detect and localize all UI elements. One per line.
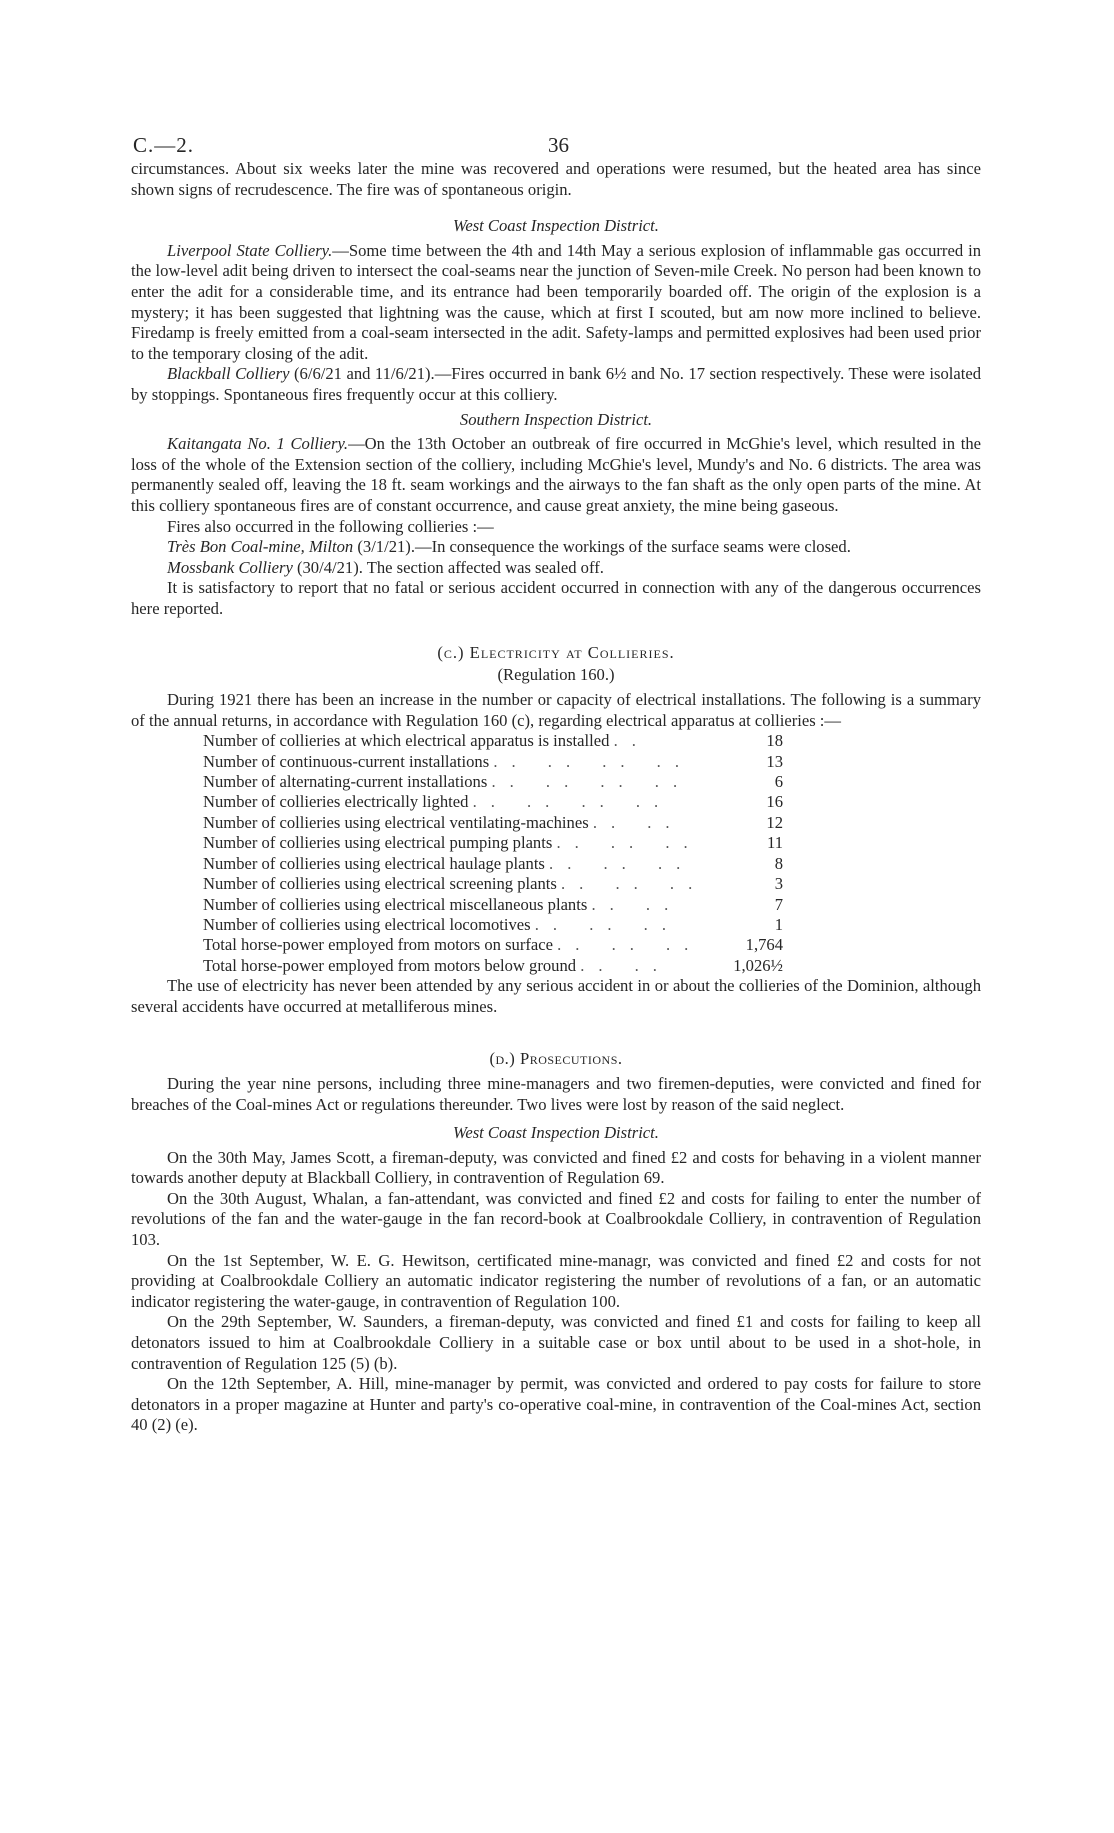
satisfactory-paragraph: It is satisfactory to report that no fatal or serious accident occurred in connection with any of the dangerous occurrences here reported. — [131, 578, 981, 618]
stats-row — [203, 731, 783, 751]
case-paragraph: On the 30th August, Whalan, a fan-attendant, was convicted and fined £2 and costs for failing to enter the number of revolutions of the fan and the water-gauge in the fan record-book at Coalbrookdale Colliery, in contravention of Regulation 103. — [131, 1188, 981, 1250]
stats-label — [203, 956, 723, 976]
stats-label — [203, 731, 723, 751]
mossbank-title: Mossbank Colliery — [167, 557, 293, 577]
stats-value: 3 — [774, 874, 783, 894]
stats-leader-dots: .. .. .. — [561, 874, 707, 894]
stats-value: 1 — [774, 914, 783, 934]
stats-leader-dots: .. .. .. .. — [493, 751, 693, 771]
stats-value: 7 — [774, 894, 783, 914]
stats-label — [203, 752, 723, 772]
stats-label-text: Total horse-power employed from motors on surface — [203, 935, 553, 955]
electricity-heading: (c.) Electricity at Collieries. — [437, 643, 675, 663]
tres-bon-text: —In consequence the workings of the surface seams were closed. — [414, 537, 851, 557]
stats-leader-dots: .. .. — [580, 955, 671, 975]
stats-label-text: Number of collieries at which electrical apparatus is installed — [203, 731, 610, 751]
stats-value: 8 — [774, 853, 783, 873]
stats-label-text: Number of collieries using electrical locomotives — [203, 914, 531, 934]
prosecutions-district-heading: West Coast Inspection District. — [453, 1123, 659, 1143]
case-paragraph: On the 30th May, James Scott, a fireman-deputy, was convicted and fined £2 and costs for behaving in a violent manner towards another deputy at Blackball Colliery, in contravention of Regulation 69. — [131, 1147, 981, 1188]
kaitangata-paragraph — [131, 434, 981, 516]
stats-row — [203, 874, 783, 894]
stats-label-text: Number of collieries electrically lighted — [203, 792, 469, 812]
stats-leader-dots: .. .. .. .. — [491, 772, 692, 792]
stats-leader-dots: .. .. .. — [557, 935, 703, 955]
stats-label — [203, 772, 723, 792]
blackball-title: Blackball Colliery — [167, 364, 290, 384]
stats-label-text: Number of collieries using electrical miscellaneous plants — [203, 894, 588, 914]
intro-paragraph: circumstances. About six weeks later the mine was recovered and operations were resumed, but the heated area has since shown signs of recrudescence. The fire was of spontaneous origin. — [131, 159, 981, 199]
stats-row — [203, 792, 783, 812]
blackball-text: —Fires occurred in bank 6½ and No. 17 section respectively. These were isolated by stoppings. Spontaneous fires frequently occur at this colliery. — [131, 364, 981, 404]
stats-leader-dots: .. .. .. — [556, 833, 702, 853]
case-paragraph: On the 29th September, W. Saunders, a fireman-deputy, was convicted and fined £1 and costs for failing to keep all detonators issued to him at Coalbrookdale Colliery in a suitable case or box until about to be used in a shot-hole, in contravention of Regulation 125 (5) (b). — [131, 1312, 981, 1373]
liverpool-paragraph — [131, 241, 981, 365]
document-code: C.—2. — [133, 133, 195, 157]
stats-label-text: Total horse-power employed from motors below ground — [203, 955, 577, 975]
stats-value: 11 — [767, 833, 783, 853]
stats-label-text: Number of alternating-current installations — [203, 772, 488, 792]
stats-label-text: Number of collieries using electrical ventilating-machines — [203, 812, 589, 832]
southern-heading: Southern Inspection District. — [459, 409, 653, 429]
stats-leader-dots: .. — [613, 731, 650, 751]
stats-label — [203, 895, 723, 915]
stats-label — [203, 874, 723, 894]
kaitangata-title: Kaitangata No. 1 Colliery. — [167, 434, 349, 454]
case-paragraph: On the 12th September, A. Hill, mine-manager by permit, was convicted and ordered to pay costs for failure to store detonators in a proper magazine at Hunter and party's co-operative coal-mine, in contravention of the Coal-mines Act, section 40 (2) (e). — [131, 1374, 981, 1435]
blackball-paragraph — [131, 364, 981, 405]
liverpool-text: —Some time between the 4th and 14th May a serious explosion of inflammable gas occurred in the low-level adit being driven to intersect the coal-seams near the junction of Seven-mile Creek. No person had been known to enter the adit for a considerable time, and its entrance had been temporarily boarded off. The origin of the explosion is a mystery; it has been suggested that lightning was the cause, which at first I scouted, but am now more inclined to believe. Firedamp is freely emitted from a coal-seam intersected in the adit. Safety-lamps and permitted explosives had been used prior to the temporary closing of the adit. — [131, 240, 981, 363]
prosecutions-heading: (d.) Prosecutions. — [489, 1049, 623, 1069]
mossbank-paragraph — [131, 558, 981, 579]
mossbank-text: The section affected was sealed off. — [362, 557, 604, 577]
stats-label-text: Number of collieries using electrical haulage plants — [203, 853, 545, 873]
page-number: 36 — [548, 133, 569, 157]
stats-row — [203, 833, 783, 853]
blackball-dates: (6/6/21 and 11/6/21). — [289, 364, 435, 384]
mossbank-dates: (30/4/21). — [292, 557, 363, 577]
stats-row — [203, 935, 783, 955]
stats-label — [203, 915, 723, 935]
stats-leader-dots: .. .. — [592, 812, 684, 832]
stats-value: 12 — [766, 812, 783, 832]
stats-label — [203, 833, 723, 853]
stats-value: 16 — [766, 792, 783, 812]
stats-label-text: Number of continuous-current installations — [203, 751, 490, 771]
stats-value: 1,764 — [745, 935, 783, 955]
stats-row — [203, 772, 783, 792]
stats-row — [203, 956, 783, 976]
stats-row — [203, 854, 783, 874]
tres-bon-dates: (3/1/21). — [353, 537, 415, 557]
stats-value: 13 — [766, 751, 783, 771]
stats-label-text: Number of collieries using electrical pumping plants — [203, 833, 553, 853]
stats-row — [203, 915, 783, 935]
stats-label — [203, 854, 723, 874]
electricity-closing: The use of electricity has never been attended by any serious accident in or about the collieries of the Dominion, although several accidents have occurred at metalliferous mines. — [131, 976, 981, 1016]
case-paragraph: On the 1st September, W. E. G. Hewitson, certificated mine-managr, was convicted and fined £2 and costs for not providing at Coalbrookdale Colliery an automatic indicator registering the number of revolutions of a fan, or an automatic indicator registering the water-gauge, in contravention of Regulation 100. — [131, 1250, 981, 1311]
stats-leader-dots: .. .. .. — [534, 914, 680, 934]
stats-leader-dots: .. .. .. — [549, 853, 695, 873]
electrical-summary-table — [203, 731, 783, 976]
stats-label — [203, 792, 723, 812]
stats-row — [203, 752, 783, 772]
stats-label — [203, 935, 723, 955]
prosecution-cases — [131, 1148, 981, 1436]
tres-bon-paragraph — [131, 537, 981, 558]
stats-value: 18 — [766, 731, 783, 751]
stats-label-text: Number of collieries using electrical screening plants — [203, 874, 557, 894]
kaitangata-text: —On the 13th October an outbreak of fire occurred in McGhie's level, which resulted in the loss of the whole of the Extension section of the colliery, including McGhie's level, Mundy's and No. 6 districts. The area was permanently sealed off, leaving the 18 ft. seam workings and the airways to the fan shaft as the only open parts of the mine. At this colliery spontaneous fires are of constant occurrence, and cause great anxiety, the mine being gaseous. — [131, 434, 981, 515]
liverpool-title: Liverpool State Colliery. — [167, 240, 333, 260]
page-header — [131, 125, 981, 159]
tres-bon-title: Très Bon Coal-mine, Milton — [167, 537, 354, 557]
stats-value: 1,026½ — [733, 955, 783, 975]
stats-row — [203, 813, 783, 833]
prosecutions-intro: During the year nine persons, including three mine-managers and two firemen-deputies, were convicted and fined for breaches of the Coal-mines Act or regulations thereunder. Two lives were lost by reason of the said neglect. — [131, 1073, 981, 1114]
stats-leader-dots: .. .. — [591, 894, 683, 914]
regulation-note: (Regulation 160.) — [497, 665, 615, 685]
stats-label — [203, 813, 723, 833]
stats-value: 6 — [774, 772, 783, 792]
west-coast-heading: West Coast Inspection District. — [453, 216, 659, 236]
stats-leader-dots: .. .. .. .. — [472, 792, 673, 812]
fires-also-paragraph: Fires also occurred in the following collieries :— — [167, 516, 494, 536]
stats-row — [203, 895, 783, 915]
electricity-intro: During 1921 there has been an increase in the number or capacity of electrical installations. The following is a summary of the annual returns, in accordance with Regulation 160 (c), regarding electrical apparatus at collieries :— — [131, 690, 981, 730]
document-page — [131, 125, 981, 1436]
